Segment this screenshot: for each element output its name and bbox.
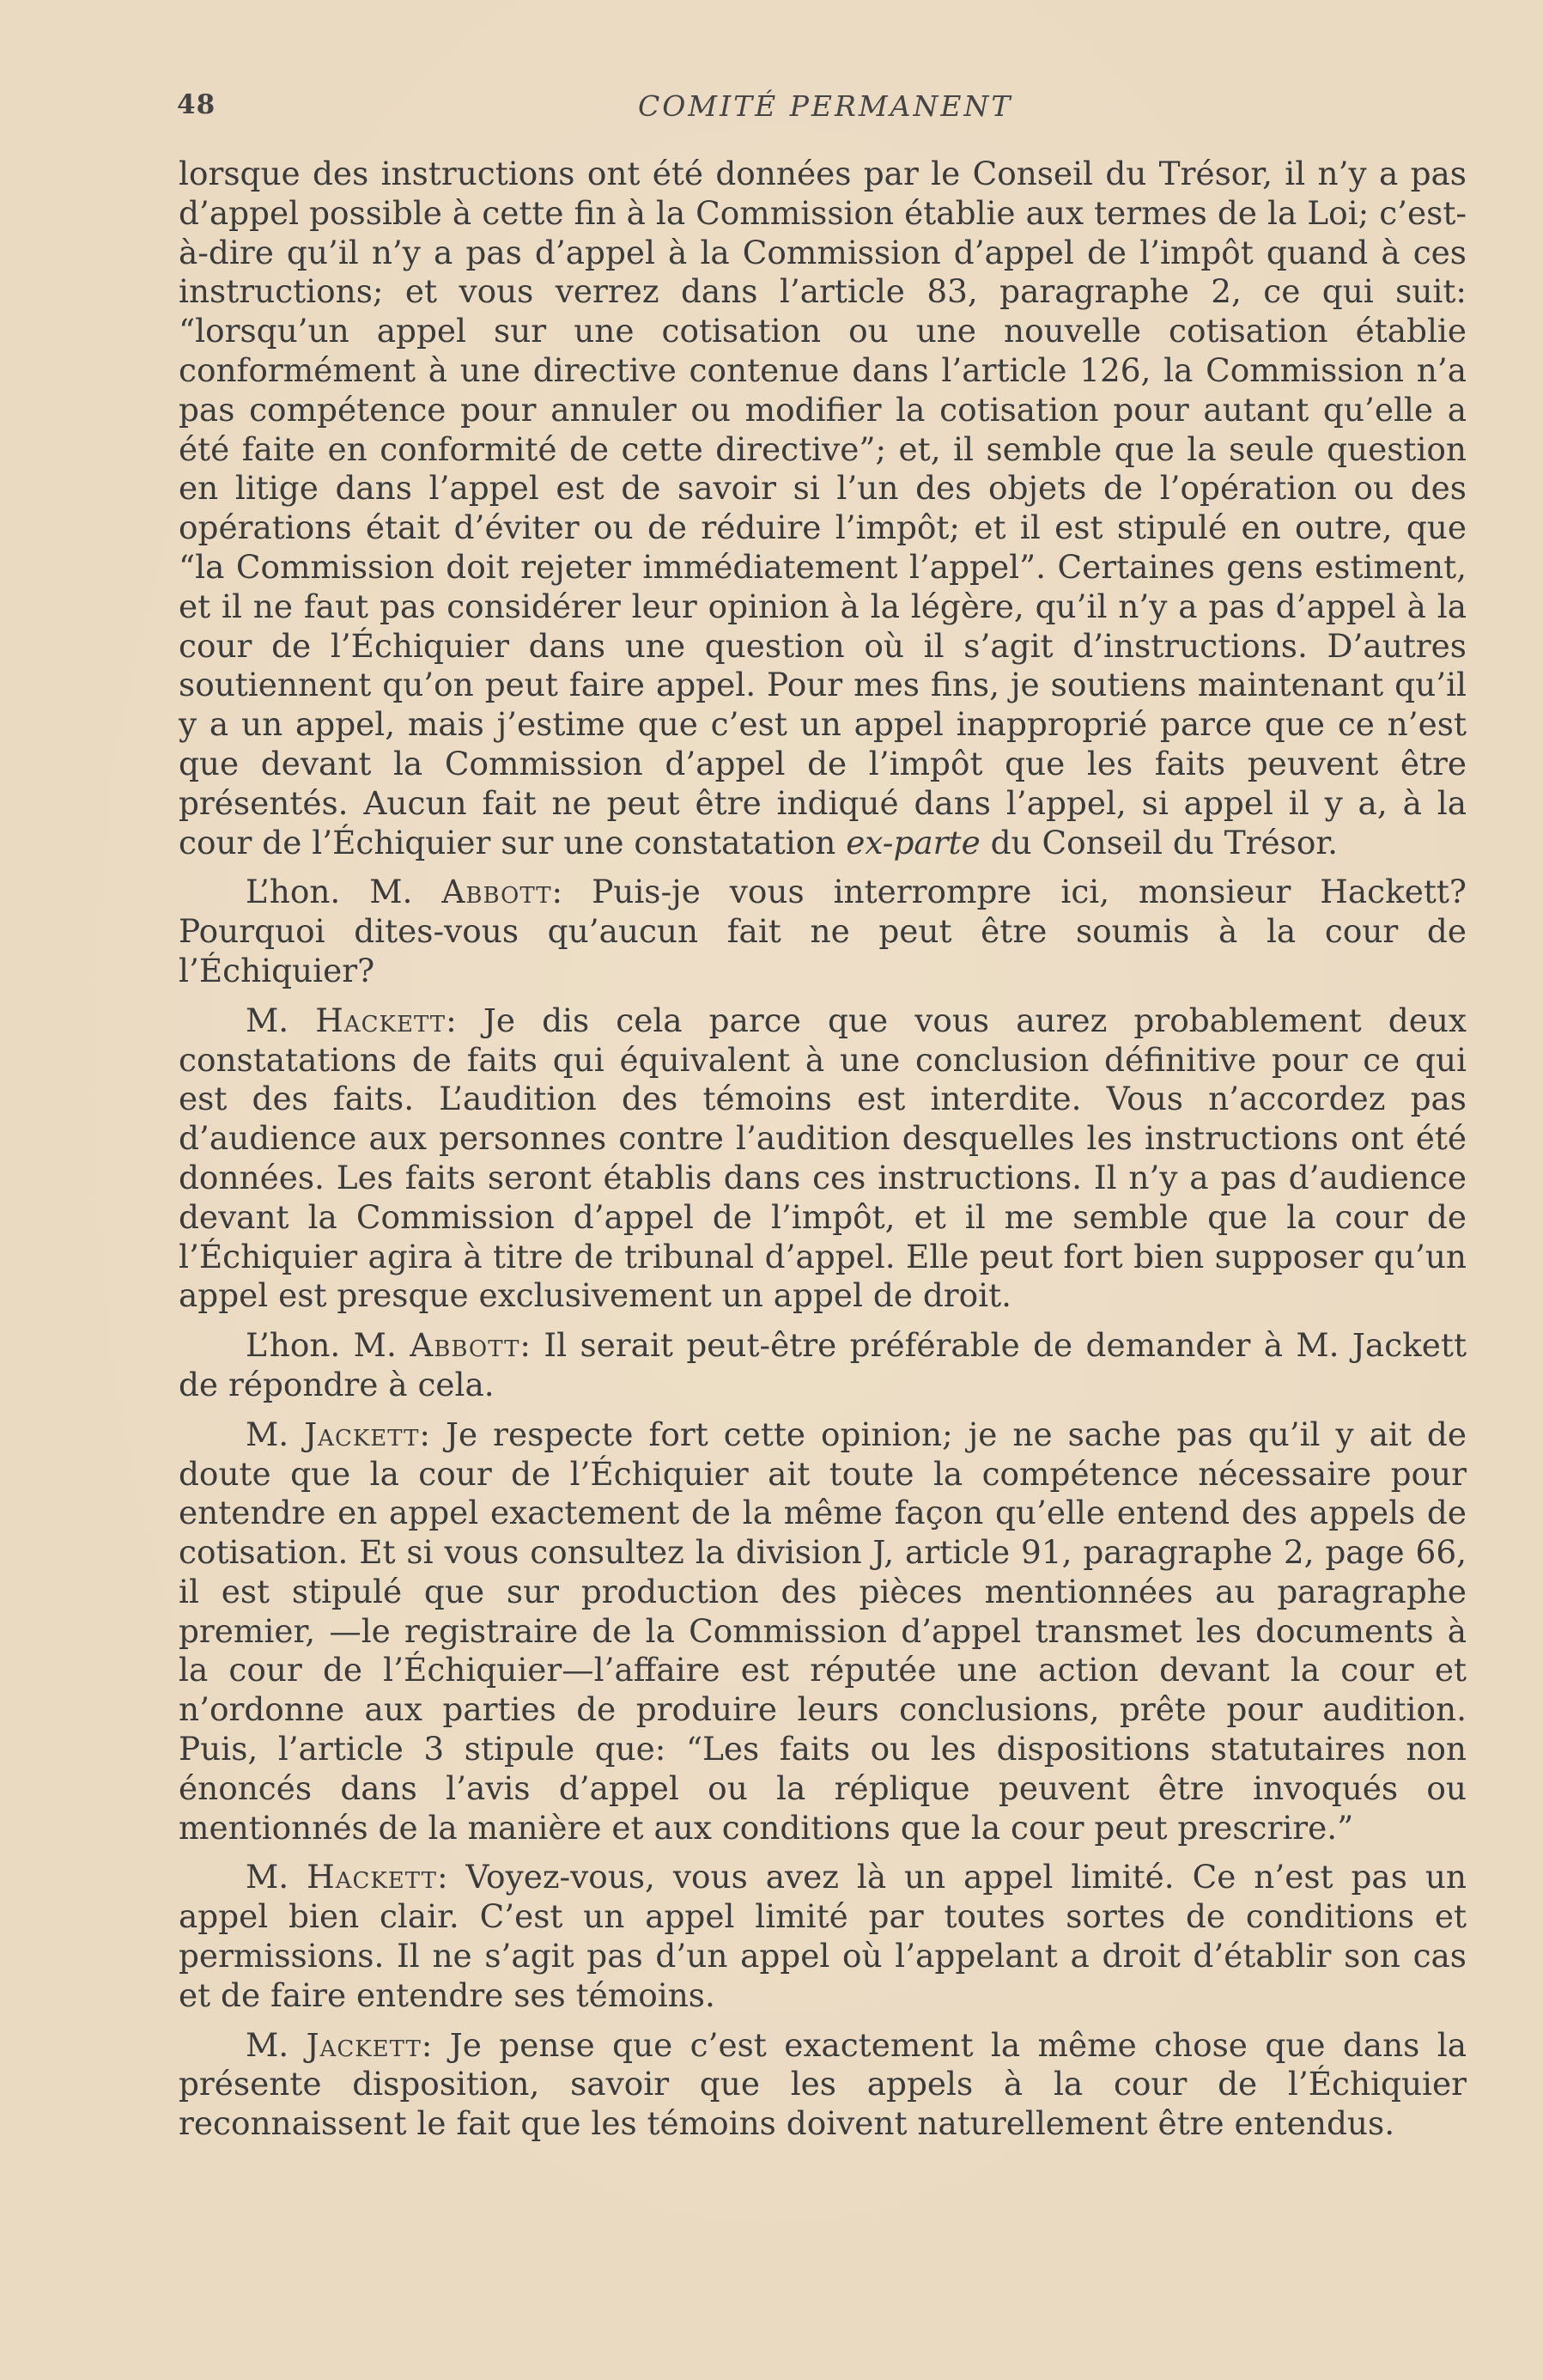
paragraph-7 <box>179 2026 1467 2144</box>
paragraph-text: : Je pense que c’est exactement la même chose que dans la présente disposition, savoir que les appels à la cour de l’Échiquier reconnaissent le fait que les témoins doivent naturellement être entendus. <box>179 2025 1467 2143</box>
paragraph-2 <box>179 873 1467 990</box>
speaker-prefix: M. <box>246 1415 289 1453</box>
speaker-prefix: M. <box>246 1858 289 1896</box>
paragraph-text: : Puis-je vous interrompre ici, monsieur Hackett? Pourquoi dites-vous qu’aucun fait ne peut être soumis à la cour de l’Échiquier? <box>179 873 1467 989</box>
speaker-name: Jackett <box>304 1415 420 1453</box>
body-text <box>179 155 1467 2154</box>
paragraph-3 <box>179 1001 1467 1316</box>
speaker-name: Hackett <box>307 1858 437 1896</box>
paragraph-5 <box>179 1415 1467 1848</box>
paragraph-text: : Il serait peut-être préférable de demander à M. Jackett de répondre à cela. <box>179 1326 1467 1403</box>
page-number: 48 <box>177 89 216 120</box>
paragraph-text: : Voyez-vous, vous avez là un appel limité. Ce n’est pas un appel bien clair. C’est un appel limité par toutes sortes de conditions et permissions. Il ne s’agit pas d’un appel où l’appelant a droit d’établir son cas et de faire entendre ses témoins. <box>179 1858 1467 2014</box>
running-title: COMITÉ PERMANENT <box>638 89 1013 123</box>
paragraph-text: lorsque des instructions ont été données par le Conseil du Trésor, il n’y a pas d’appel possible à cette fin à la Commission établie aux termes de la Loi; c’est-à-dire qu’il n’y a pas d’appel à la Commission d’appel de l’impôt quand à ces instructions; et vous verrez dans l’article 83, paragraphe 2, ce qui suit: “lorsqu’un appel sur une cotisation ou une nouvelle cotisation établie conformément à une directive contenue dans l’article 126, la Commission n’a pas compétence pour annuler ou modifier la cotisation pour autant qu’elle a été faite en conformité de cette directive”; et, il semble que la seule question en litige dans l’appel est de savoir si l’un des objets de l’opération ou des opérations était d’éviter ou de réduire l’impôt; et il est stipulé en outre, que “la Commission doit rejeter immédiatement l’appel”. Certaines gens estiment, et il ne faut pas considérer leur opinion à la légère, qu’il n’y a pas d’appel à la cour de l’Échiquier dans une question où il s’agit d’instructions. D’autres soutiennent qu’on peut faire appel. Pour mes fins, je soutiens maintenant qu’il y a un appel, mais j’estime que c’est un appel inapproprié parce que ce n’est que devant la Commission d’appel de l’impôt que les faits peuvent être présentés. Aucun fait ne peut être indiqué dans l’appel, si appel il y a, à la cour de l’Échiquier sur une constatation <box>179 155 1467 861</box>
paragraph-4 <box>179 1326 1467 1405</box>
page-header <box>177 89 1465 141</box>
speaker-name: Hackett <box>315 1001 446 1039</box>
paragraph-text: : Je dis cela parce que vous aurez probablement deux constatations de faits qui équivalent à une conclusion définitive pour ce qui est des faits. L’audition des témoins est interdite. Vous n’accordez pas d’audience aux personnes contre l’audition desquelles les instructions ont été données. Les faits seront établis dans ces instructions. Il n’y a pas d’audience devant la Commission d’appel de l’impôt, et il me semble que la cour de l’Échiquier agira à titre de tribunal d’appel. Elle peut fort bien supposer qu’un appel est presque exclusivement un appel de droit. <box>179 1001 1467 1315</box>
paragraph-6 <box>179 1858 1467 2015</box>
paragraph-text: : Je respecte fort cette opinion; je ne sache pas qu’il y ait de doute que la cour de l’Échiquier ait toute la compétence nécessaire pour entendre en appel exactement de la même façon qu’elle entend des appels de cotisation. Et si vous consultez la division J, article 91, paragraphe 2, page 66, il est stipulé que sur production des pièces mentionnées au paragraphe premier, —le registraire de la Commission d’appel transmet les documents à la cour de l’Échiquier—l’affaire est réputée une action devant la cour et n’ordonne aux parties de produire leurs conclusions, prête pour audition. Puis, l’article 3 stipule que: “Les faits ou les dispositions statutaires non énoncés dans l’avis d’appel ou la réplique peuvent être invoqués ou mentionnés de la manière et aux conditions que la cour peut prescrire.” <box>179 1415 1467 1847</box>
paragraph-text-end: du Conseil du Trésor. <box>990 823 1339 861</box>
paragraph-1 <box>179 155 1467 862</box>
speaker-name: Abbott <box>410 1326 520 1365</box>
speaker-prefix: M. <box>246 1001 289 1039</box>
italic-term: ex-parte <box>846 823 981 861</box>
speaker-name: Jackett <box>306 2025 422 2064</box>
speaker-prefix: M. <box>246 2025 289 2064</box>
speaker-name: Abbott <box>441 873 552 911</box>
speaker-prefix: L’hon. M. <box>246 873 413 911</box>
speaker-prefix: L’hon. M. <box>246 1326 397 1365</box>
